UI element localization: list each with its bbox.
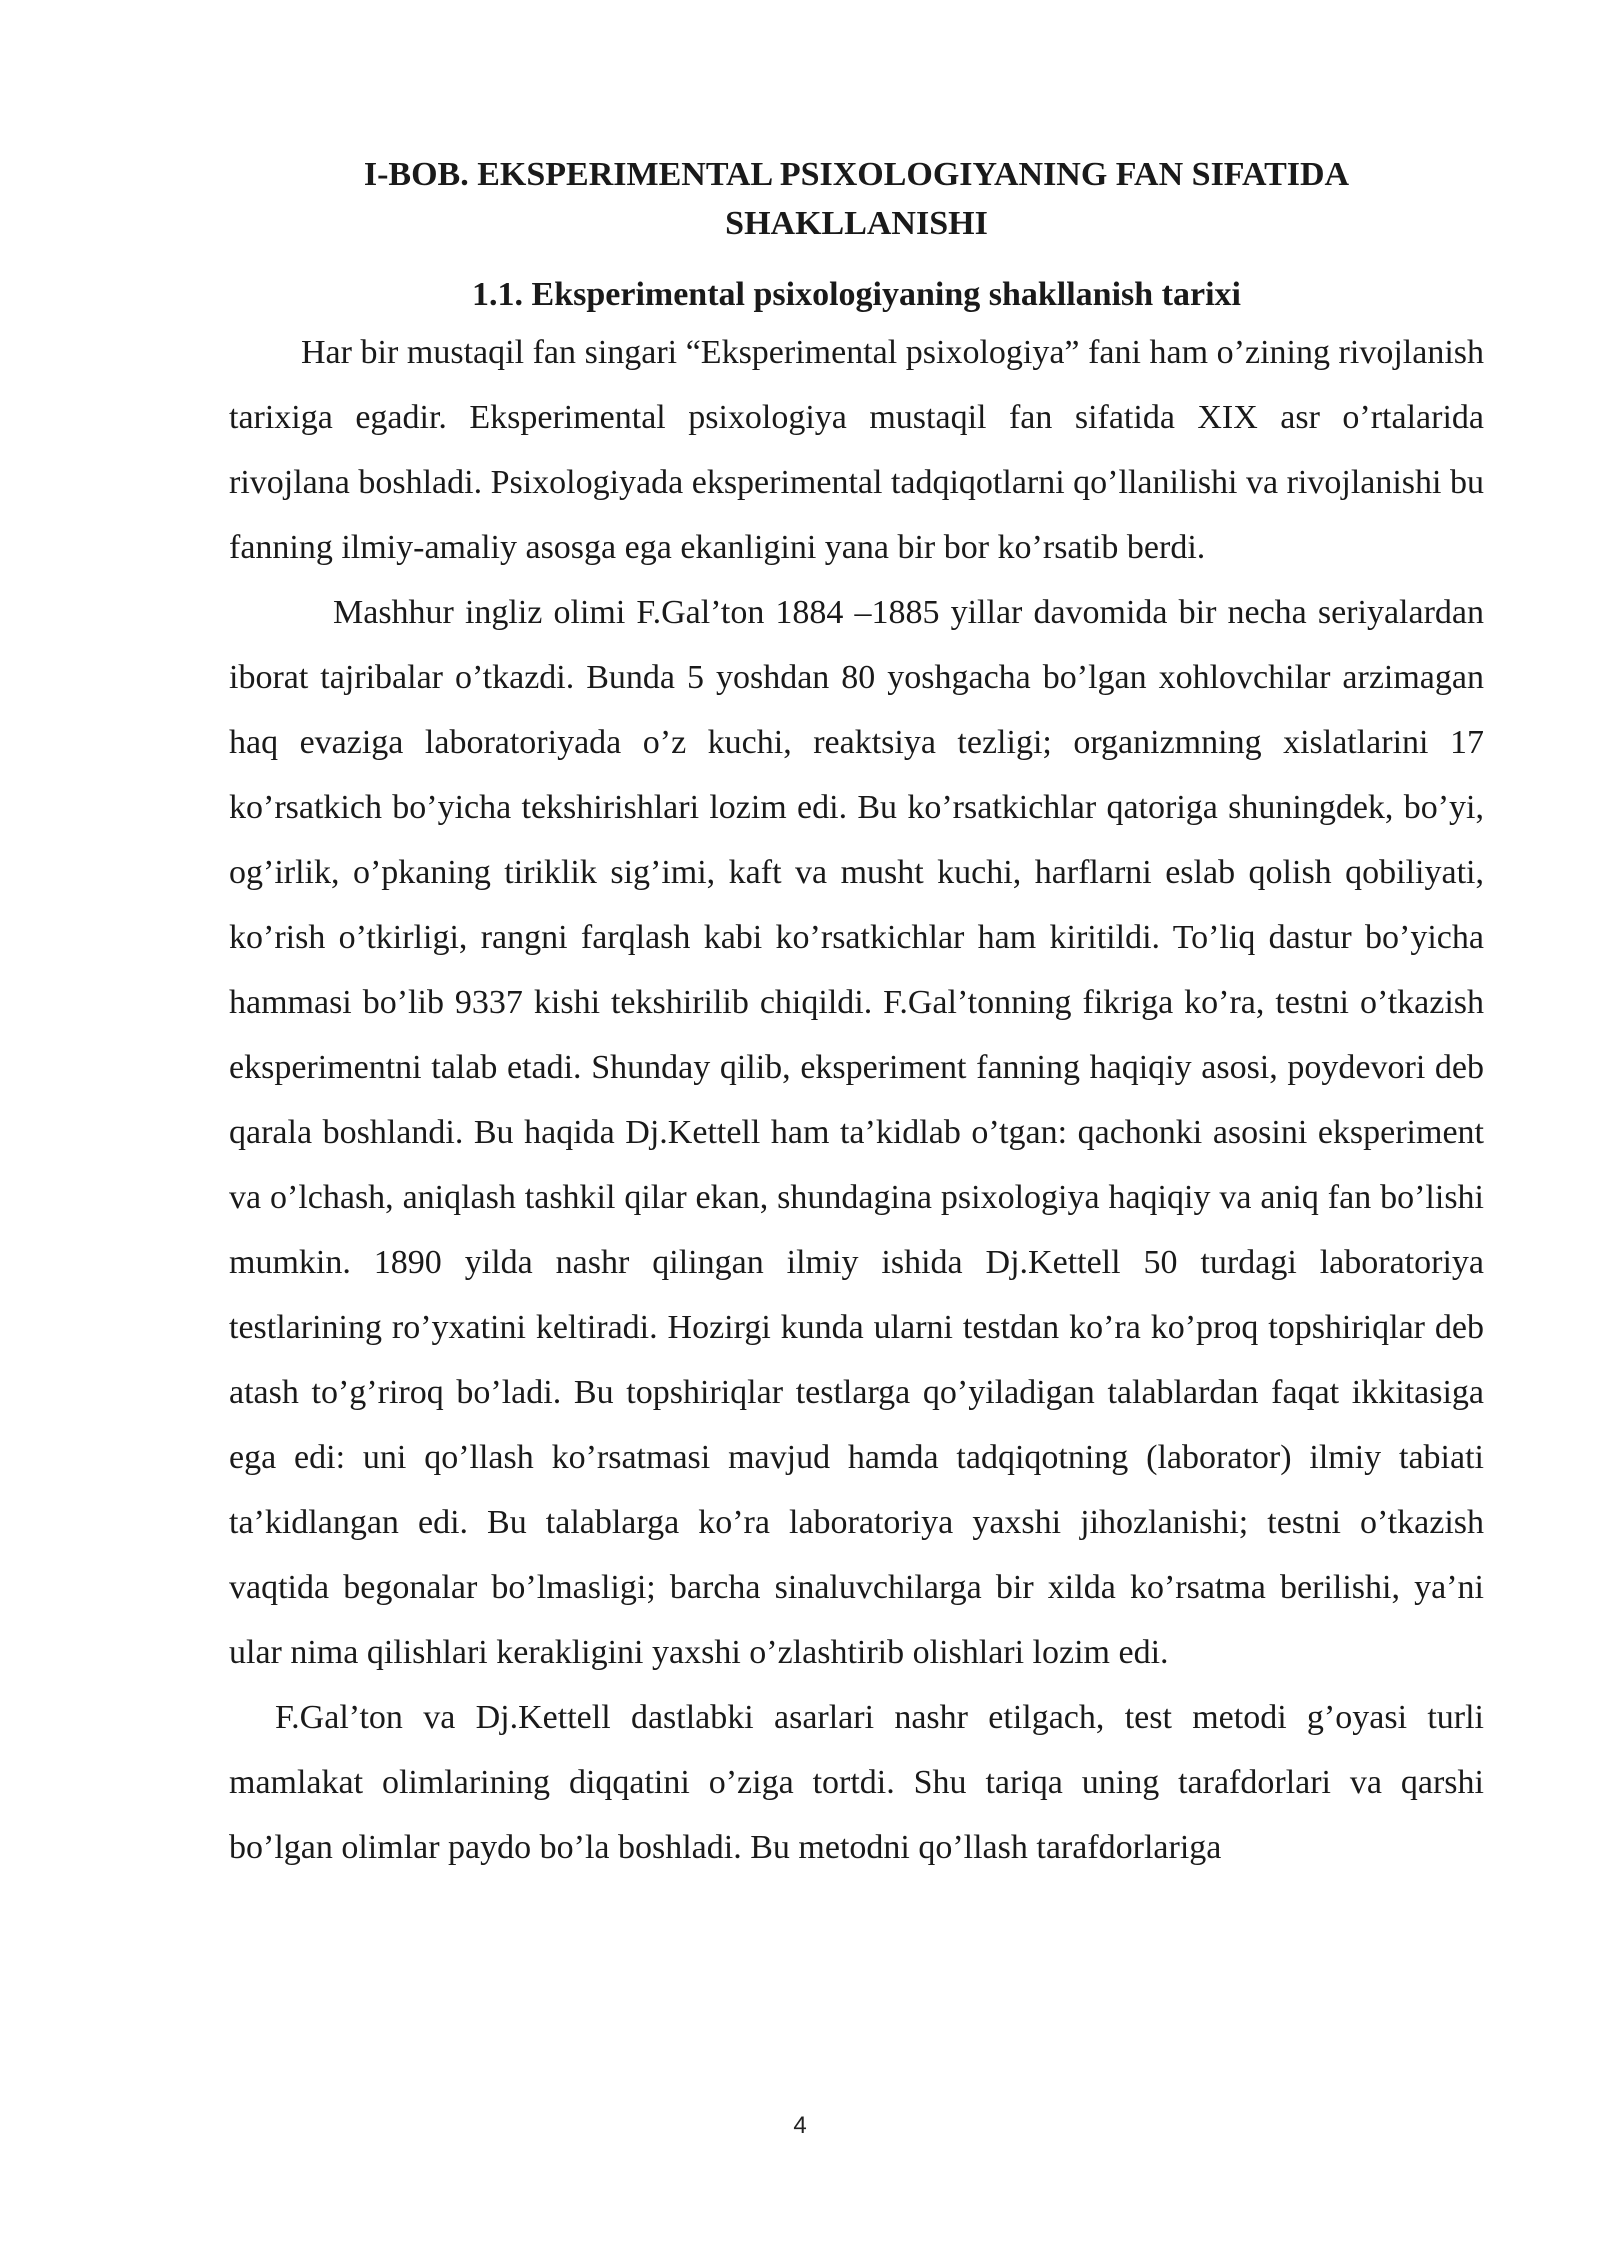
chapter-title: I-BOB. EKSPERIMENTAL PSIXOLOGIYANING FAN SIFATIDA SHAKLLANISHI (363, 156, 1350, 242)
paragraph-3: F.Gal’ton va Dj.Kettell dastlabki asarlari nashr etilgach, test metodi g’oyasi turli mamlakat olimlarining diqqatini o’ziga tortdi. Shu tariqa uning tarafdorlari va qarshi bo’lgan olimlar paydo bo’la boshladi. Bu metodni qo’llash tarafdorlariga (229, 1699, 1484, 1866)
section-title: 1.1. Eksperimental psixologiyaning shakllanish tarixi (472, 276, 1241, 313)
page-content (229, 150, 1484, 1880)
paragraph-2: Mashhur ingliz olimi F.Gal’ton 1884 –1885 yillar davomida bir necha seriyalardan iborat tajribalar o’tkazdi. Bunda 5 yoshdan 80 yoshgacha bo’lgan xohlovchilar arzimagan haq evaziga laboratoriyada o’z kuchi, reaktsiya tezligi; organizmning xislatlarini 17 ko’rsatkich bo’yicha tekshirishlari lozim edi. Bu ko’rsatkichlar qatoriga shuningdek, bo’yi, og’irlik, o’pkaning tiriklik sig’imi, kaft va musht kuchi, harflarni eslab qolish qobiliyati, ko’rish o’tkirligi, rangni farqlash kabi ko’rsatkichlar ham kiritildi. To’liq dastur bo’yicha hammasi bo’lib 9337 kishi tekshirilib chiqildi. F.Gal’tonning fikriga ko’ra, testni o’tkazish eksperimentni talab etadi. Shunday qilib, eksperiment fanning haqiqiy asosi, poydevori deb qarala boshlandi. Bu haqida Dj.Kettell ham ta’kidlab o’tgan: qachonki asosini eksperiment va o’lchash, aniqlash tashkil qilar ekan, shundagina psixologiya haqiqiy va aniq fan bo’lishi mumkin. 1890 yilda nashr qilingan ilmiy ishida Dj.Kettell 50 turdagi laboratoriya testlarining ro’yxatini keltiradi. Hozirgi kunda ularni testdan ko’ra ko’proq topshiriqlar deb atash to’g’riroq bo’ladi. Bu topshiriqlar testlarga qo’yiladigan talablardan faqat ikkitasiga ega edi: uni qo’llash ko’rsatmasi mavjud hamda tadqiqotning (laborator) ilmiy tabiati ta’kidlangan edi. Bu talablarga ko’ra laboratoriya yaxshi jihozlanishi; testni o’tkazish vaqtida begonalar bo’lmasligi; barcha sinaluvchilarga bir xilda ko’rsatma berilishi, ya’ni ular nima qilishlari kerakligini yaxshi o’zlashtirib olishlari lozim edi. (229, 594, 1484, 1671)
paragraph-1: Har bir mustaqil fan singari “Eksperimental psixologiya” fani ham o’zining rivojlanish tarixiga egadir. Eksperimental psixologiya mustaqil fan sifatida XIX asr o’rtalarida rivojlana boshladi. Psixologiyada eksperimental tadqiqotlarni qo’llanilishi va rivojlanishi bu fanning ilmiy-amaliy asosga ega ekanligini yana bir bor ko’rsatib berdi. (229, 334, 1484, 566)
page-number: 4 (793, 2112, 807, 2139)
